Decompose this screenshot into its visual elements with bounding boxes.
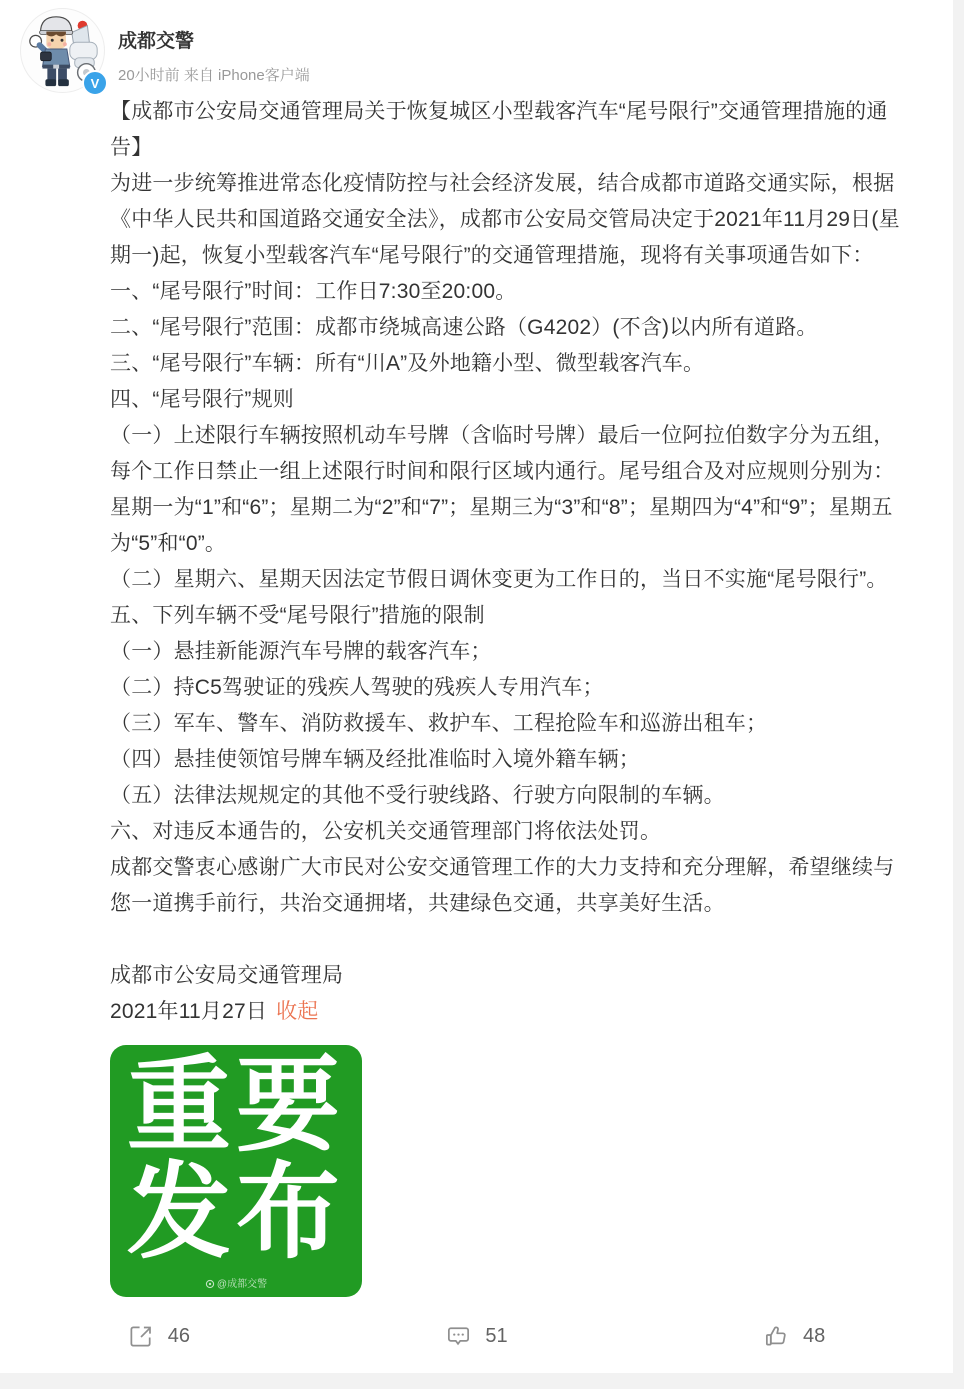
user-name[interactable]: 成都交警 (118, 31, 195, 52)
post-paragraph: （五）法律法规规定的其他不受行驶线路、行驶方向限制的车辆。 (110, 784, 725, 807)
post-paragraph: 二、“尾号限行”范围：成都市绕城高速公路（G4202）(不含)以内所有道路。 (110, 316, 818, 339)
weibo-watermark (110, 1279, 362, 1291)
post-content (110, 93, 910, 1030)
post-timestamp-source: 20小时前 来自 iPhone客户端 (118, 67, 310, 84)
action-bar (0, 1314, 953, 1358)
post-paragraph: （一）上述限行车辆按照机动车号牌（含临时号牌）最后一位阿拉伯数字分为五组，每个工作日禁止一组上述限行时间和限行区域内通行。尾号组合及对应规则分别为：星期一为“1”和“6”；星期二为“2”和“7”；星期三为“3”和“8”；星期四为“4”和“9”；星期五为“5”和“0”。 (110, 424, 895, 555)
thumbs-up-icon (763, 1323, 790, 1350)
repost-count: 46 (167, 1324, 190, 1347)
weibo-logo-icon (205, 1279, 215, 1289)
post-dateline (110, 994, 910, 1030)
image-text-line2: 发布 (126, 1155, 345, 1271)
post-paragraph: 一、“尾号限行”时间：工作日7:30至20:00。 (110, 280, 517, 303)
post-paragraph: 三、“尾号限行”车辆：所有“川A”及外地籍小型、微型载客汽车。 (110, 352, 705, 375)
post-paragraph: （三）军车、警车、消防救援车、救护车、工程抢险车和巡游出租车； (110, 712, 768, 735)
comment-button[interactable] (318, 1314, 636, 1358)
post-paragraph: （二）持C5驾驶证的残疾人驾驶的残疾人专用汽车； (110, 676, 604, 699)
image-text-line1: 重要 (126, 1048, 345, 1164)
post-paragraph: 五、下列车辆不受“尾号限行”措施的限制 (110, 604, 485, 627)
avatar[interactable] (20, 8, 105, 93)
collapse-link[interactable]: 收起 (276, 1000, 319, 1023)
post-paragraph: 四、“尾号限行”规则 (110, 388, 294, 411)
post-paragraph: （一）悬挂新能源汽车号牌的载客汽车； (110, 640, 492, 663)
comment-count: 51 (485, 1324, 508, 1347)
image-text (110, 1045, 362, 1271)
verified-badge-letter: V (90, 75, 100, 91)
like-count: 48 (803, 1324, 826, 1347)
post-date: 2021年11月27日 (110, 1000, 268, 1023)
post-header (0, 0, 953, 93)
comment-bubble-icon (445, 1323, 472, 1350)
post-signature: 成都市公安局交通管理局 (110, 964, 344, 987)
repost-share-icon (128, 1323, 155, 1350)
like-button[interactable] (635, 1314, 953, 1358)
post-paragraph: 为进一步统筹推进常态化疫情防控与社会经济发展，结合成都市道路交通实际，根据《中华人民共和国道路交通安全法》，成都市公安局交管局决定于2021年11月29日(星期一)起，恢复小型载客汽车“尾号限行”的交通管理措施，现将有关事项通告如下： (110, 172, 900, 267)
post-paragraph: 六、对违反本通告的，公安机关交通管理部门将依法处罚。 (110, 820, 662, 843)
verified-badge-icon (82, 70, 108, 96)
watermark-text: @成都交警 (216, 1279, 268, 1290)
post-paragraph: 【成都市公安局交通管理局关于恢复城区小型载客汽车“尾号限行”交通管理措施的通告】 (110, 100, 888, 159)
post-paragraph: （四）悬挂使领馆号牌车辆及经批准临时入境外籍车辆； (110, 748, 640, 771)
post-image-important-release[interactable] (110, 1045, 362, 1297)
post-paragraph: 成都交警衷心感谢广大市民对公安交通管理工作的大力支持和充分理解，希望继续与您一道携手前行，共治交通拥堵，共建绿色交通，共享美好生活。 (110, 856, 895, 915)
repost-button[interactable] (0, 1314, 318, 1358)
post-paragraph: （二）星期六、星期天因法定节假日调休变更为工作日的，当日不实施“尾号限行”。 (110, 568, 888, 591)
